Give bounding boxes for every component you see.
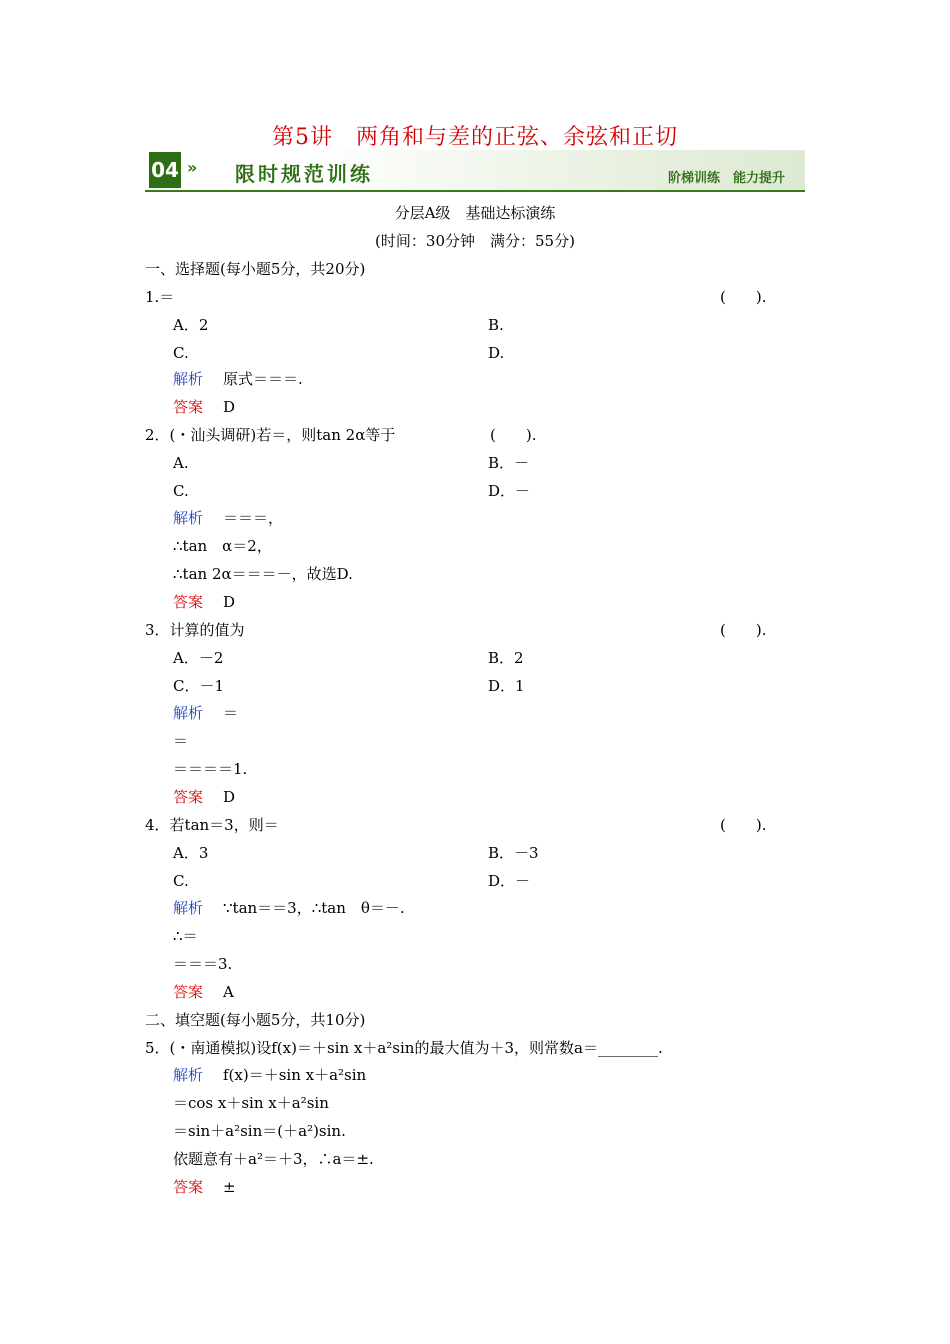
q1-analysis-text: 原式＝＝＝. (223, 370, 303, 388)
q5-analysis (173, 1065, 366, 1085)
part1-heading: 一、选择题(每小题5分，共20分) (145, 260, 366, 278)
q3-option-d: D．1 (488, 677, 525, 695)
q5-answer (173, 1177, 236, 1197)
analysis-label: 解析 (173, 704, 204, 722)
banner-arrow-icon: » (187, 158, 198, 177)
section-banner (145, 150, 805, 192)
q1-paren: ( ). (720, 288, 767, 306)
q3-stem: 3．计算的值为 (145, 621, 245, 639)
answer-label: 答案 (173, 1178, 204, 1196)
q1-stem: 1.＝ (145, 288, 175, 306)
q4-analysis-text: ∵tan＝＝3，∴tan θ＝－. (223, 899, 405, 917)
q3-option-c: C．－1 (173, 677, 225, 695)
q3-option-b: B．2 (488, 649, 524, 667)
q2-stem: 2．(・汕头调研)若＝，则tan 2α等于 (145, 426, 396, 444)
q3-analysis-text: ＝ (223, 704, 239, 722)
q3-answer (173, 787, 235, 807)
q4-answer (173, 982, 234, 1002)
q1-answer-text: D (223, 398, 236, 416)
time-info: (时间：30分钟 满分：55分) (375, 232, 575, 250)
q4-answer-text: A (223, 983, 234, 1001)
q2-answer-text: D (223, 593, 236, 611)
q1-option-b: B. (488, 316, 504, 334)
q1-option-c: C. (173, 344, 189, 362)
q5-analysis-line4: 依题意有＋a²＝＋3，∴a＝±. (173, 1150, 374, 1168)
q3-answer-text: D (223, 788, 236, 806)
part2-heading: 二、填空题(每小题5分，共10分) (145, 1011, 366, 1029)
q2-option-c: C. (173, 482, 189, 500)
analysis-label: 解析 (173, 1066, 204, 1084)
q5-answer-text: ± (223, 1178, 236, 1196)
q4-analysis-line2: ∴＝ (173, 927, 198, 945)
q5-analysis-line2: ＝cos x＋sin x＋a²sin (173, 1094, 329, 1112)
q2-analysis-line2: ∴tan α＝2， (173, 537, 272, 555)
q3-paren: ( ). (720, 621, 767, 639)
analysis-label: 解析 (173, 899, 204, 917)
page-title: 第5讲 两角和与差的正弦、余弦和正切 (272, 125, 678, 150)
banner-subtitle: 阶梯训练 能力提升 (667, 171, 785, 186)
q5-analysis-text: f(x)＝＋sin x＋a²sin (223, 1066, 367, 1084)
q2-option-d: D．－ (488, 482, 531, 500)
q2-answer (173, 592, 235, 612)
q2-option-b: B．－ (488, 454, 530, 472)
level-title: 分层A级 基础达标演练 (394, 204, 556, 222)
banner-title: 限时规范训练 (235, 162, 373, 186)
answer-label: 答案 (173, 788, 204, 806)
q1-option-a: A．2 (173, 316, 209, 334)
answer-label: 答案 (173, 983, 204, 1001)
answer-label: 答案 (173, 398, 204, 416)
q4-analysis-line3: ＝＝＝3. (173, 955, 233, 973)
q2-analysis-line3: ∴tan 2α＝＝＝－，故选D. (173, 565, 353, 583)
q3-analysis-line3: ＝＝＝＝1. (173, 760, 248, 778)
q1-analysis (173, 369, 303, 389)
q4-option-c: C. (173, 872, 189, 890)
q3-option-a: A．－2 (173, 649, 224, 667)
q4-option-b: B．－3 (488, 844, 539, 862)
q5-analysis-line3: ＝sin＋a²sin＝(＋a²)sin. (173, 1122, 346, 1140)
banner-badge: 04 (149, 152, 181, 188)
q4-analysis (173, 898, 405, 918)
q1-answer (173, 397, 235, 417)
q2-analysis (173, 508, 283, 528)
q4-option-d: D．－ (488, 872, 531, 890)
q5-stem: 5．(・南通模拟)设f(x)＝＋sin x＋a²sin的最大值为＋3，则常数a＝________. (145, 1039, 663, 1057)
q2-paren: ( ). (490, 426, 537, 444)
q3-analysis (173, 703, 238, 723)
analysis-label: 解析 (173, 509, 204, 527)
analysis-label: 解析 (173, 370, 204, 388)
q2-analysis-text: ＝＝＝， (223, 509, 284, 527)
q4-paren: ( ). (720, 816, 767, 834)
answer-label: 答案 (173, 593, 204, 611)
q1-option-d: D. (488, 344, 505, 362)
q4-stem: 4．若tan＝3，则＝ (145, 816, 279, 834)
q2-option-a: A. (173, 454, 189, 472)
q3-analysis-line2: ＝ (173, 732, 189, 750)
q4-option-a: A．3 (173, 844, 209, 862)
